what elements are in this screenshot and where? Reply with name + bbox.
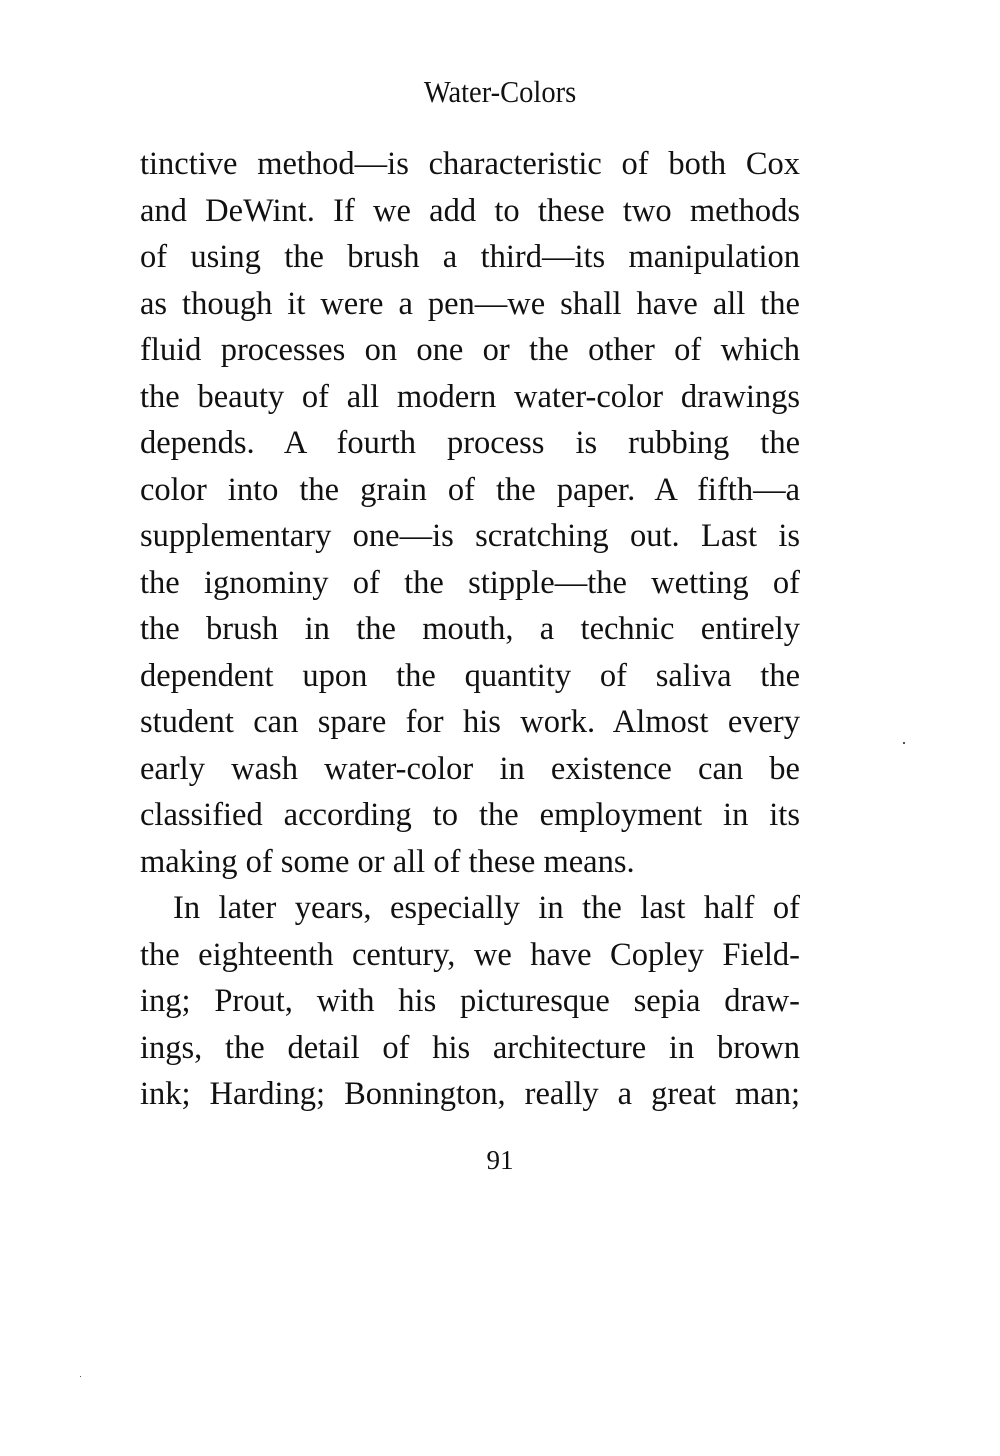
paragraph-2: [140, 885, 800, 1118]
text-line: the beauty of all modern water-color drawings: [140, 378, 800, 415]
body-text: [140, 141, 800, 1118]
scan-speck: [903, 742, 905, 744]
text-line: tinctive method—is characteristic of both Cox: [140, 146, 800, 182]
text-line: supplementary one—is scratching out. Last is: [140, 518, 800, 554]
text-line: ing; Prout, with his picturesque sepia draw-: [140, 983, 800, 1019]
text-line: the ignominy of the stipple—the wetting of: [140, 564, 800, 601]
running-head: Water-Colors: [423, 74, 577, 109]
page-number: 91: [486, 1145, 514, 1175]
text-line: color into the grain of the paper. A fifth—a: [140, 471, 800, 508]
text-line: making of some or all of these means.: [140, 843, 635, 880]
paragraph-1: [140, 141, 800, 885]
text-line: the eighteenth century, we have Copley Field-: [140, 936, 800, 973]
text-line: early wash water-color in existence can be: [140, 750, 800, 787]
text-line: the brush in the mouth, a technic entirely: [140, 611, 800, 647]
text-line: fluid processes on one or the other of which: [140, 332, 800, 368]
text-line: In later years, especially in the last half of: [173, 890, 800, 926]
text-line: and DeWint. If we add to these two methods: [140, 192, 800, 229]
text-line: student can spare for his work. Almost every: [140, 704, 800, 740]
text-line: of using the brush a third—its manipulation: [140, 239, 800, 275]
text-line: ink; Harding; Bonnington, really a great man;: [140, 1076, 800, 1112]
text-line: classified according to the employment in its: [140, 797, 800, 833]
text-line: dependent upon the quantity of saliva the: [140, 657, 800, 694]
text-line: ings, the detail of his architecture in brown: [140, 1029, 800, 1066]
text-line: depends. A fourth process is rubbing the: [140, 425, 800, 461]
scan-speck: [80, 1376, 81, 1377]
text-line: as though it were a pen—we shall have all the: [140, 285, 800, 322]
